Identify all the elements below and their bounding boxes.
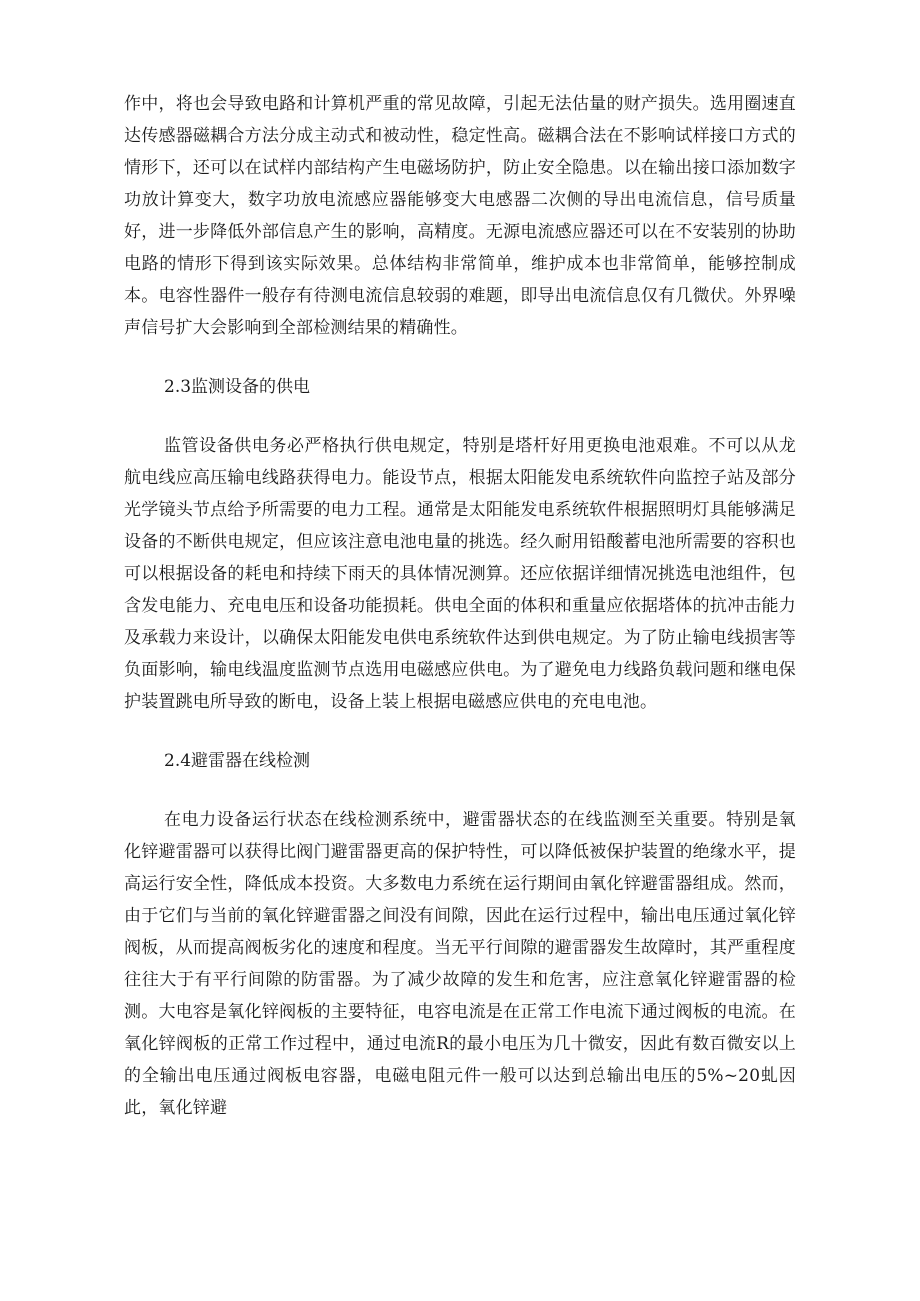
spacer [124, 403, 796, 430]
body-paragraph-3: 在电力设备运行状态在线检测系统中，避雷器状态的在线监测至关重要。特别是氧化锌避雷器可以获得比阀门避雷器更高的保护特性，可以降低被保护装置的绝缘水平，提高运行安全性，降低成本投资。大多数电力系统在运行期间由氧化锌避雷器组成。然而，由于它们与当前的氧化锌避雷器之间没有间隙，因此在运行过程中，输出电压通过氧化锌阀板，从而提高阀板劣化的速度和程度。当无平行间隙的避雷器发生故障时，其严重程度往往大于有平行间隙的防雷器。为了减少故障的发生和危害，应注意氧化锌避雷器的检测。大电容是氧化锌阀板的主要特征，电容电流是在正常工作电流下通过阀板的电流。在氧化锌阀板的正常工作过程中，通过电流R的最小电压为几十微安，因此有数百微安以上的全输出电压通过阀板电容器，电磁电阻元件一般可以达到总输出电压的5%~20虬因此，氧化锌避 [124, 810, 796, 1118]
section-heading-2-3: 2.3监测设备的供电 [164, 377, 311, 397]
spacer [124, 718, 796, 745]
body-paragraph-2: 监管设备供电务必严格执行供电规定，特别是塔杆好用更换电池艰难。不可以从龙航电线应高压输电线路获得电力。能设节点，根据太阳能发电系统软件向监控子站及部分光学镜头节点给予所需要的电力工程。通常是太阳能发电系统软件根据照明灯具能够满足设备的不断供电规定，但应该注意电池电量的挑选。经久耐用铅酸蓄电池所需要的容积也可以根据设备的耗电和持续下雨天的具体情况测算。还应依据详细情况挑选电池组件，包含发电能力、充电电压和设备功能损耗。供电全面的体积和重量应依据塔体的抗冲击能力及承载力来设计，以确保太阳能发电供电系统软件达到供电规定。为了防止输电线损害等负面影响，输电线温度监测节点选用电磁感应供电。为了避免电力线路负载问题和继电保护装置跳电所导致的断电，设备上装上根据电磁感应供电的充电电池。 [124, 436, 796, 712]
spacer [124, 344, 796, 371]
spacer [124, 777, 796, 804]
section-heading-2-4: 2.4避雷器在线检测 [164, 751, 311, 771]
body-paragraph-1: 作中，将也会导致电路和计算机严重的常见故障，引起无法估量的财产损失。选用圈速直达传感器磁耦合方法分成主动式和被动性，稳定性高。磁耦合法在不影响试样接口方式的情形下，还可以在试样内部结构产生电磁场防护，防止安全隐患。以在输出接口添加数字功放计算变大，数字功放电流感应器能够变大电感器二次侧的导出电流信息，信号质量好，进一步降低外部信息产生的影响，高精度。无源电流感应器还可以在不安装别的协助电路的情形下得到该实际效果。总体结构非常简单，维护成本也非常简单，能够控制成本。电容性器件一般存有待测电流信息较弱的难题，即导出电流信息仅有几微伏。外界噪声信号扩大会影响到全部检测结果的精确性。 [124, 94, 796, 338]
document-page [124, 88, 796, 1124]
